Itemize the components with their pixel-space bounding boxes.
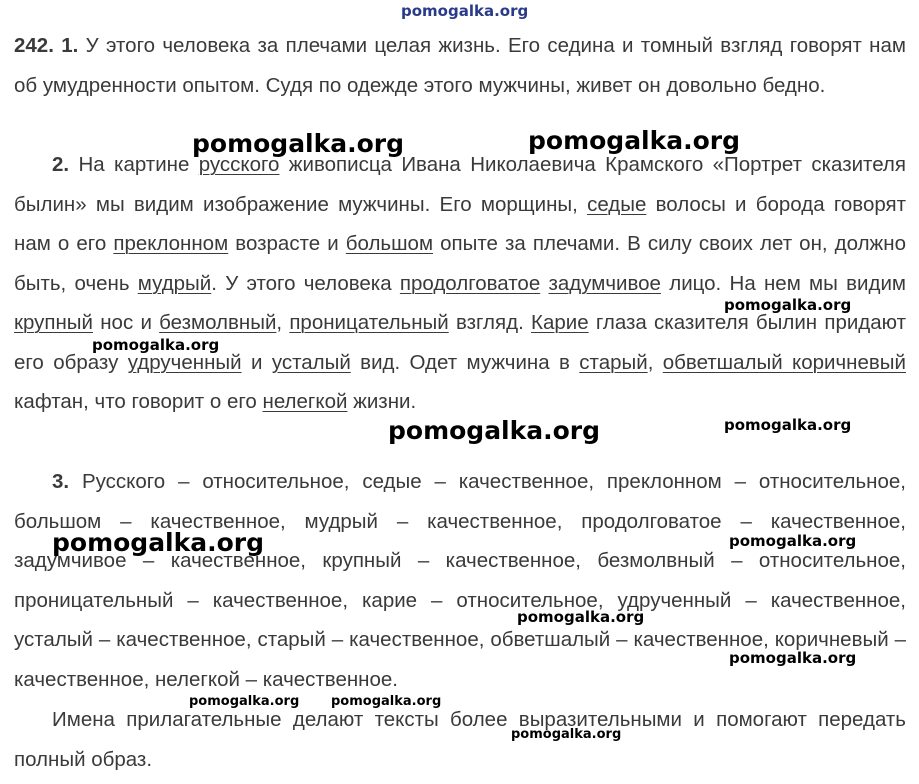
underlined-word: старый <box>579 350 648 374</box>
text-segment: , <box>276 311 290 334</box>
watermark: pomogalka.org <box>331 694 442 709</box>
paragraph-1 <box>14 26 906 105</box>
watermark: pomogalka.org <box>189 694 300 709</box>
paragraph-2 <box>14 145 906 422</box>
text-segment: , <box>647 350 663 374</box>
text-segment: взгляд. <box>448 311 532 334</box>
task-number: 242. <box>14 34 54 57</box>
watermark: pomogalka.org <box>729 649 857 667</box>
text-segment: живописца Ивана Николаевича Крамского «Портрет сказителя былин» мы видим изображение мужчины. Его морщины, <box>14 153 906 216</box>
underlined-word: русского <box>198 153 280 176</box>
watermark: pomogalka.org <box>388 416 601 445</box>
text-segment: лицо. На нем мы видим <box>660 271 906 295</box>
underlined-word: преклонном <box>113 232 229 255</box>
paragraph-2-number: 2. <box>52 153 70 176</box>
underlined-word: безмолвный <box>159 311 277 334</box>
paragraph-2-text <box>14 153 906 413</box>
watermark: pomogalka.org <box>724 296 852 314</box>
underlined-word: Карие <box>531 311 589 334</box>
paragraph-3-number: 3. <box>52 470 70 493</box>
underlined-word: продолговатое <box>399 271 541 295</box>
paragraph-4 <box>14 700 906 779</box>
watermark: pomogalka.org <box>511 727 622 742</box>
paragraph-4-text: Имена прилагательные делают тексты более выразительными и помогают передать полный образ. <box>14 708 906 771</box>
text-segment: возрасте и <box>228 232 346 255</box>
text-segment: . У этого человека <box>211 271 400 295</box>
watermark-top: pomogalka.org <box>401 2 529 20</box>
text-segment: опыте за плечами. В силу своих лет он, должно быть, очень <box>14 232 906 295</box>
underlined-word: большом <box>345 232 434 255</box>
watermark: pomogalka.org <box>517 608 645 626</box>
text-segment: На картине <box>78 153 199 176</box>
watermark: pomogalka.org <box>192 129 405 158</box>
watermark: pomogalka.org <box>724 416 852 434</box>
watermark: pomogalka.org <box>92 336 220 354</box>
paragraph-1-number: 1. <box>61 34 79 57</box>
underlined-word: седые <box>587 192 647 216</box>
underlined-word: задумчивое <box>548 271 661 295</box>
text-segment: кафтан, что говорит о его <box>14 390 263 413</box>
text-segment: и <box>241 350 272 374</box>
text-segment: глаза сказителя былин придают его образу <box>14 311 906 374</box>
text-segment: волосы и борода говорят нам о его <box>14 192 907 255</box>
underlined-word: обветшалый коричневый <box>662 350 906 374</box>
underlined-word: удрученный <box>127 350 242 374</box>
watermark: pomogalka.org <box>52 528 265 557</box>
underlined-word: усталый <box>271 350 351 374</box>
underlined-word: мудрый <box>137 271 212 295</box>
text-segment: нос и <box>93 311 160 334</box>
text-segment: вид. Одет мужчина в <box>350 350 580 374</box>
paragraph-3-text: Русского – относительное, седые – качественное, преклонном – относительное, большом – качественное, мудрый – качественное, продолговатое – качественное, задумчивое – качественное, крупный – качественное, безмолвный – относительное, проницательный – качественное, карие – относительное, удрученный – качественное, усталый – качественное, старый – качественное, обветшалый – качественное, коричневый – качественное, нелегкой – качественное. <box>14 470 906 691</box>
underlined-word: проницательный <box>289 311 449 334</box>
watermark: pomogalka.org <box>528 126 741 155</box>
underlined-word: нелегкой <box>262 390 348 413</box>
underlined-word: крупный <box>14 311 93 334</box>
paragraph-1-text: У этого человека за плечами целая жизнь. Его седина и томный взгляд говорят нам об умудренности опытом. Судя по одежде этого мужчины, живет он довольно бедно. <box>14 34 906 97</box>
text-segment: жизни. <box>347 390 417 413</box>
watermark: pomogalka.org <box>729 532 857 550</box>
